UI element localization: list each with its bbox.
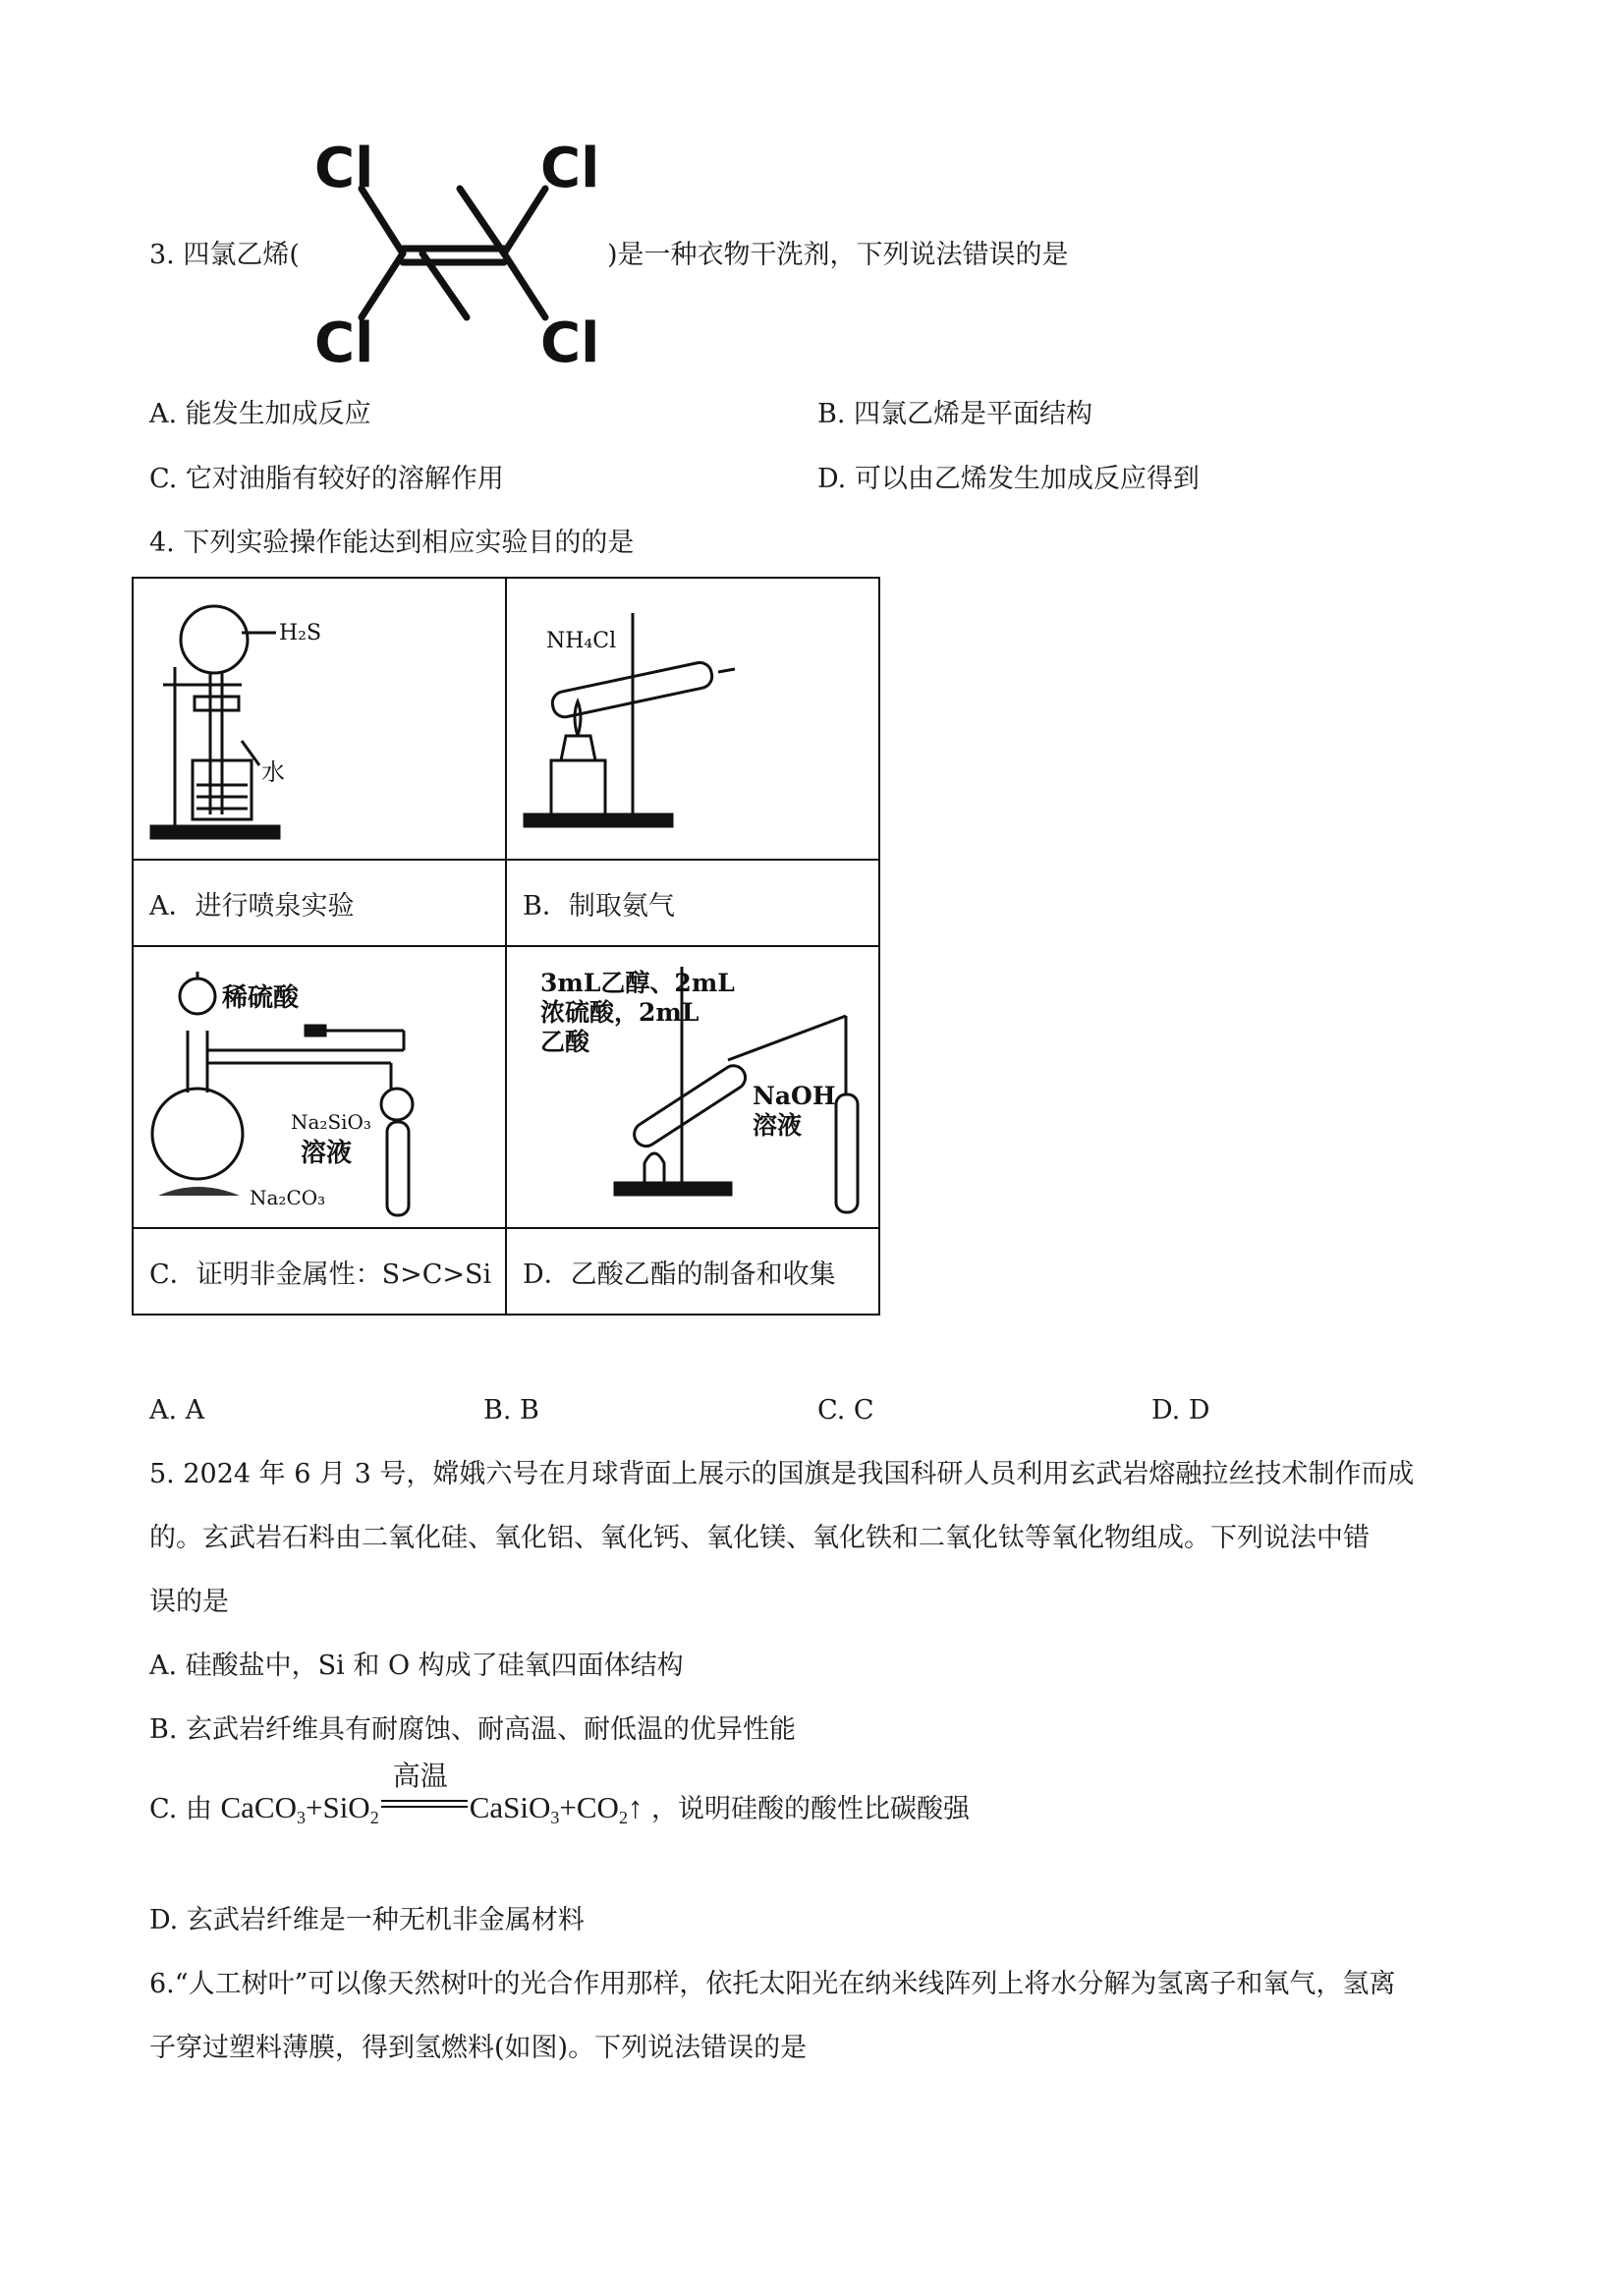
q5-option-c-prefix: C. 由 xyxy=(149,1794,212,1824)
label-dilute-sulfuric-acid: 稀硫酸 xyxy=(222,983,300,1013)
q5-option-b: B. 玄武岩纤维具有耐腐蚀、耐高温、耐低温的优异性能 xyxy=(149,1714,797,1745)
q4-answer-b: B. B xyxy=(483,1395,539,1426)
q3-stem-prefix: 3. 四氯乙烯( xyxy=(149,240,300,270)
q5-stem-line3: 误的是 xyxy=(149,1587,229,1617)
label-na2co3: Na₂CO₃ xyxy=(250,1186,326,1209)
tetrachloroethylene-structure xyxy=(305,138,609,368)
q6-stem-line2: 子穿过塑料薄膜，得到氢燃料(如图)。下列说法错误的是 xyxy=(149,2033,808,2063)
q5-option-c xyxy=(149,1760,971,1835)
label-nh4cl: NH₄Cl xyxy=(546,629,617,653)
q4-answer-c: C. C xyxy=(817,1395,874,1426)
q5-stem-line1: 5. 2024 年 6 月 3 号，嫦娥六号在月球背面上展示的国旗是我国科研人员利用玄武岩熔融拉丝技术制作而成 xyxy=(149,1459,1415,1489)
cell-c-image xyxy=(133,946,506,1228)
label-solution-c: 溶液 xyxy=(301,1139,353,1168)
cell-c-caption: C．证明非金属性：S>C>Si xyxy=(133,1228,506,1315)
cell-d-caption: D．乙酸乙酯的制备和收集 xyxy=(506,1228,879,1315)
q4-stem: 4. 下列实验操作能达到相应实验目的的是 xyxy=(149,528,635,558)
label-naoh: NaOH xyxy=(753,1082,836,1110)
label-reagents-line3: 乙酸 xyxy=(540,1028,590,1056)
cell-d-image xyxy=(506,946,879,1228)
cell-a-caption: A．进行喷泉实验 xyxy=(133,860,506,946)
cell-a-image xyxy=(133,578,506,860)
fountain-experiment-apparatus xyxy=(134,579,505,859)
cl-bottom-left: Cl xyxy=(314,311,374,368)
q5-option-d: D. 玄武岩纤维是一种无机非金属材料 xyxy=(149,1905,585,1935)
cl-bottom-right: Cl xyxy=(540,311,600,368)
q5-condition-high-temp: 高温 xyxy=(392,1760,448,1792)
cell-b-image xyxy=(506,578,879,860)
q3-option-d: D. 可以由乙烯发生加成反应得到 xyxy=(817,464,1200,494)
label-h2s: H₂S xyxy=(279,621,322,645)
q6-stem-line1: 6.“人工树叶”可以像天然树叶的光合作用那样，依托太阳光在纳米线阵列上将水分解为氢离子和氧气，氢离 xyxy=(149,1969,1396,1999)
label-water: 水 xyxy=(261,758,285,786)
q5-option-a: A. 硅酸盐中，Si 和 O 构成了硅氧四面体结构 xyxy=(149,1651,684,1681)
q4-experiment-table xyxy=(132,577,880,1316)
label-solution-d: 溶液 xyxy=(753,1111,803,1140)
q5-option-c-suffix: ，说明硅酸的酸性比碳酸强 xyxy=(651,1794,971,1824)
cl-top-right: Cl xyxy=(540,138,600,200)
cl-top-left: Cl xyxy=(314,138,374,200)
q3-option-b: B. 四氯乙烯是平面结构 xyxy=(817,399,1093,429)
cell-b-caption: B．制取氨气 xyxy=(506,860,879,946)
label-na2sio3: Na₂SiO₃ xyxy=(291,1110,371,1134)
ammonia-preparation-apparatus xyxy=(507,579,878,859)
q4-answer-a: A. A xyxy=(149,1395,205,1426)
q3-stem-suffix: )是一种衣物干洗剂，下列说法错误的是 xyxy=(607,240,1069,270)
q4-answer-d: D. D xyxy=(1151,1395,1210,1426)
ethyl-acetate-apparatus xyxy=(507,947,878,1227)
label-reagents-line2: 浓硫酸，2mL xyxy=(540,998,700,1027)
q3-option-a: A. 能发生加成反应 xyxy=(149,399,371,429)
q3-option-c: C. 它对油脂有较好的溶解作用 xyxy=(149,464,504,494)
label-reagents-line1: 3mL乙醇、2mL xyxy=(540,969,735,997)
q5-stem-line2: 的。玄武岩石料由二氧化硅、氧化铝、氧化钙、氧化镁、氧化铁和二氧化钛等氧化物组成。下列说法中错 xyxy=(149,1523,1370,1553)
q5-equation: CaCO$_3$+SiO$_2$ 高温 $CaSiO_3+CO_2↑$ xyxy=(220,1760,644,1827)
nonmetal-acidity-apparatus xyxy=(134,947,505,1227)
